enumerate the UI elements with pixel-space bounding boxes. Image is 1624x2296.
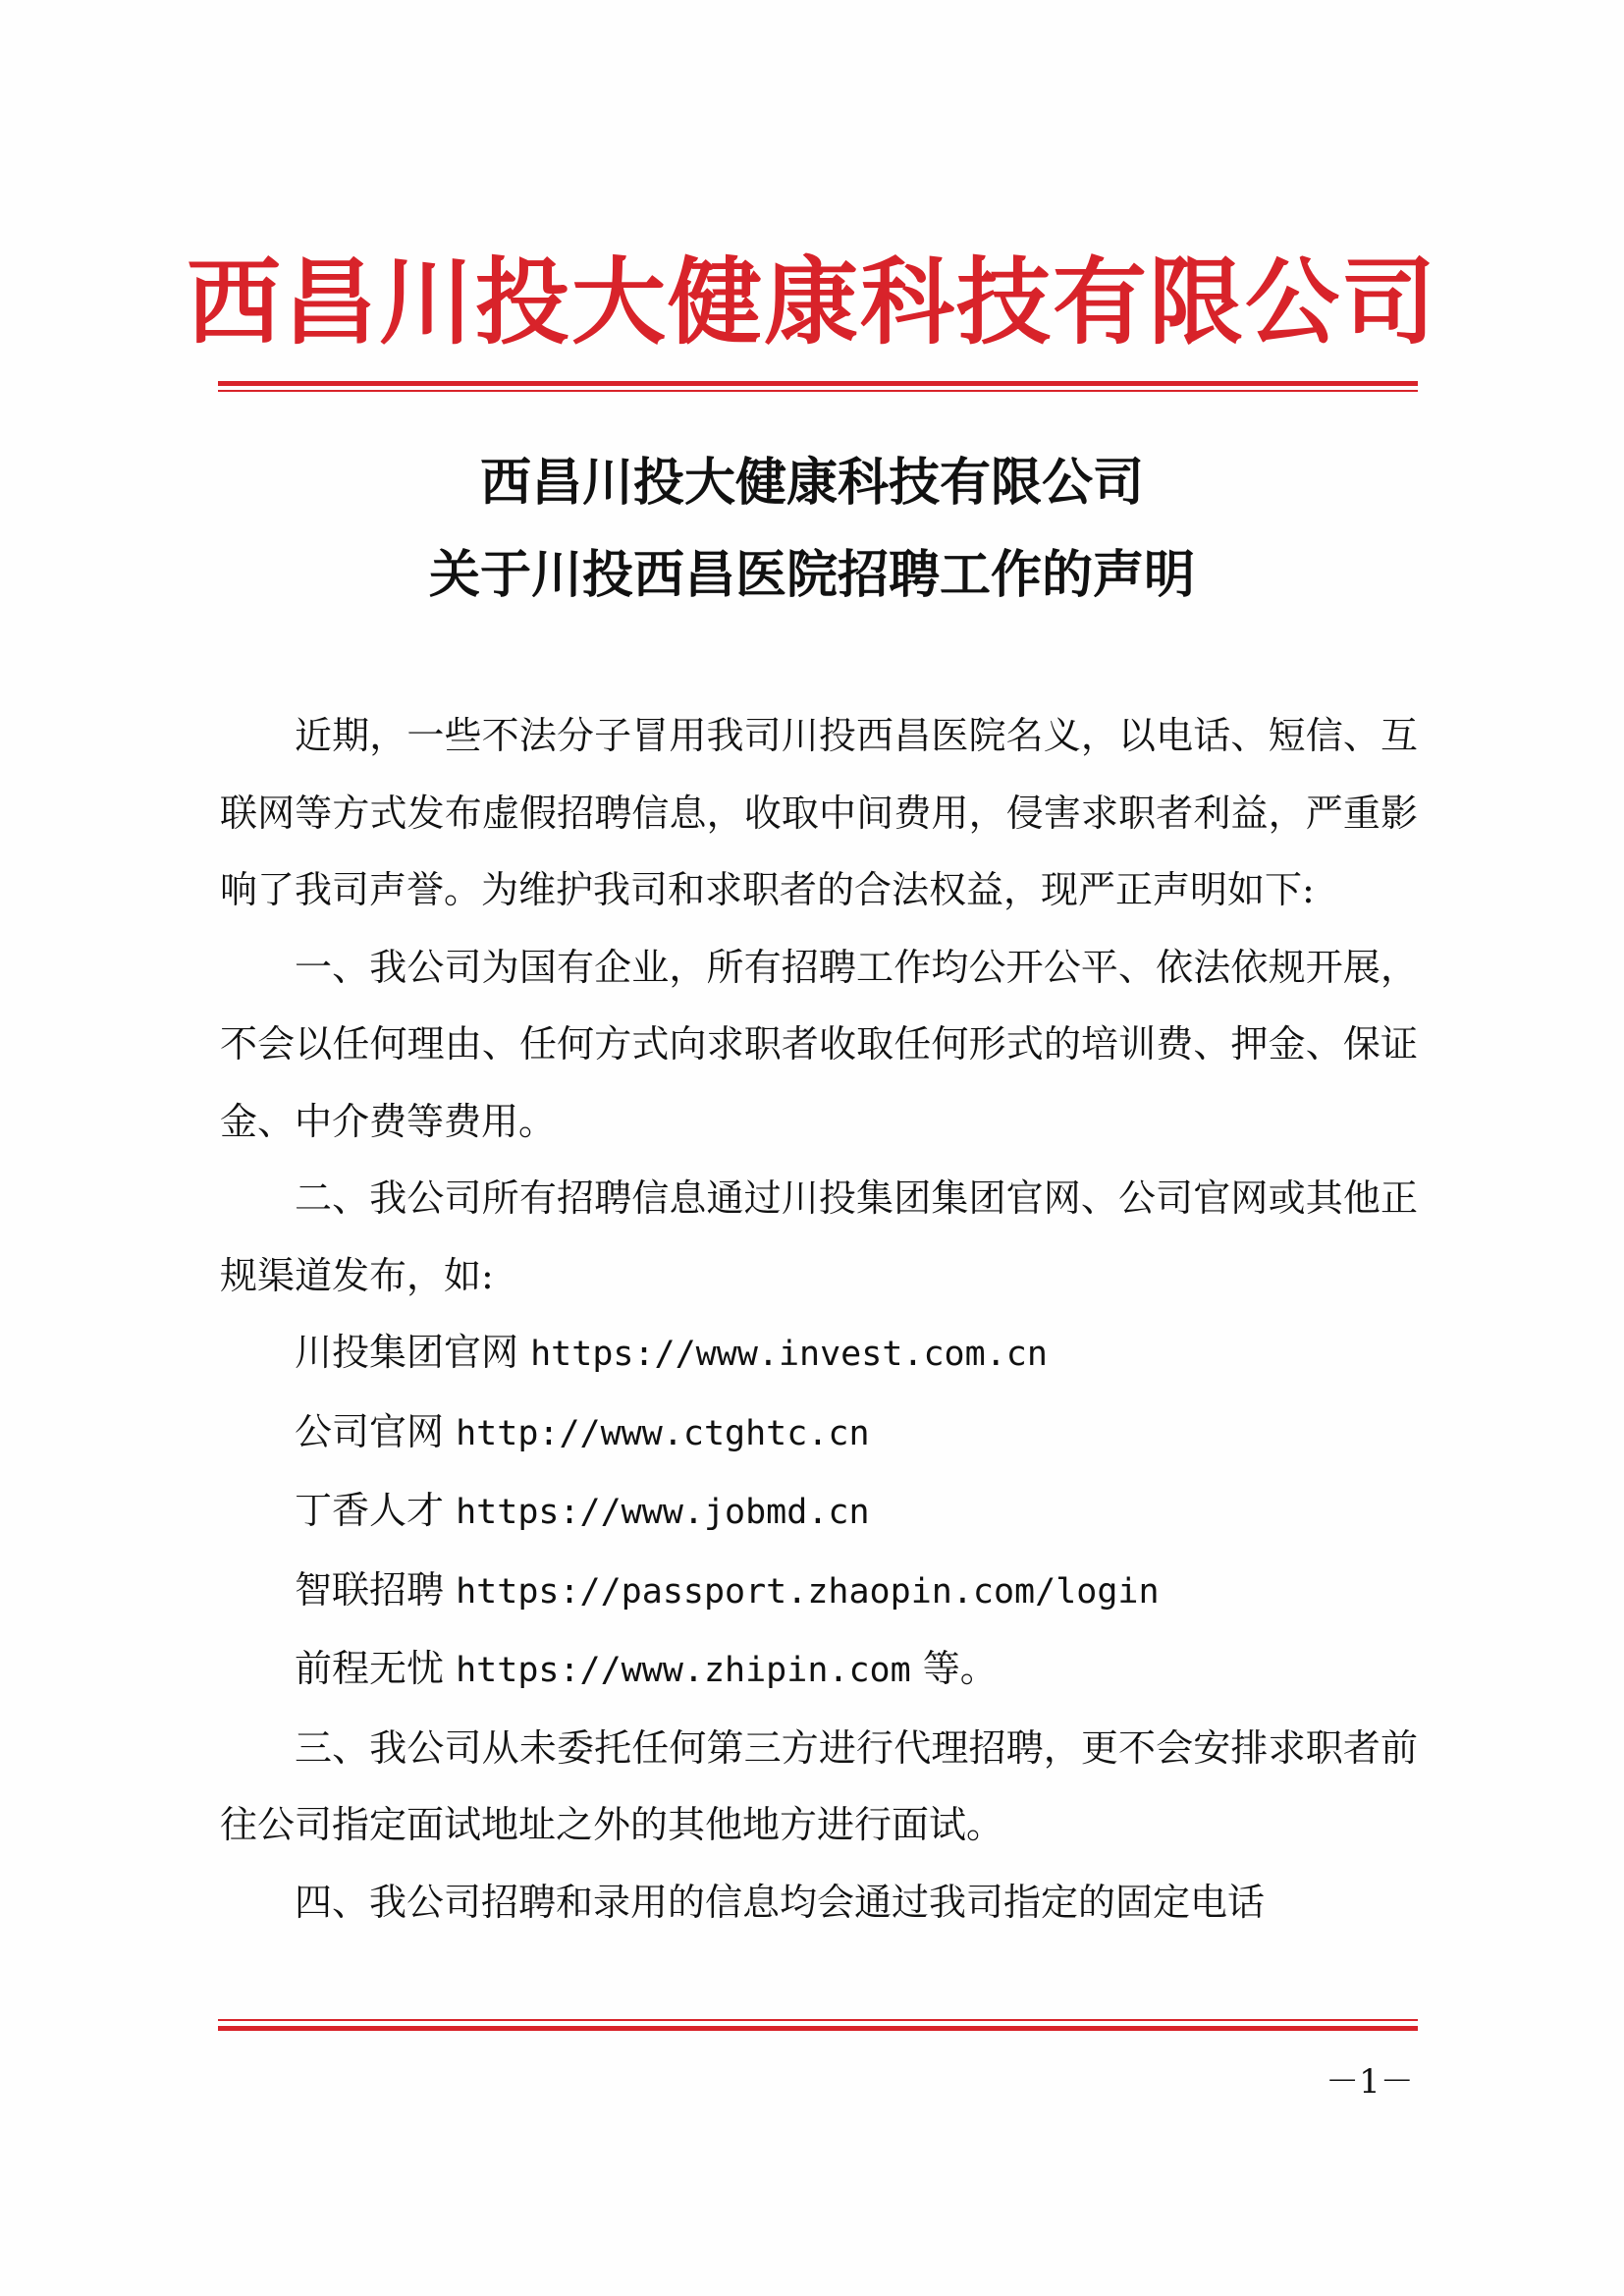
link-url[interactable]: https://passport.zhaopin.com/login [456, 1571, 1160, 1612]
link-url[interactable]: https://www.invest.com.cn [530, 1335, 1048, 1374]
letterhead-rule-thick [218, 381, 1418, 386]
item-3-paragraph: 三、我公司从未委托任何第三方进行代理招聘，更不会安排求职者前往公司指定面试地址之外的其他地方进行面试。 [220, 1725, 1418, 1846]
footer-rule-thin [218, 2019, 1418, 2021]
link-item [220, 1472, 1418, 1552]
item-2-paragraph: 二、我公司所有招聘信息通过川投集团集团官网、公司官网或其他正规渠道发布，如: [220, 1176, 1418, 1297]
item-4-paragraph: 四、我公司招聘和录用的信息均会通过我司指定的固定电话 [295, 1880, 1266, 1924]
page-number: －1－ [1326, 2062, 1414, 2102]
link-name: 丁香人才 [295, 1489, 445, 1532]
link-url[interactable]: https://www.zhipin.com [456, 1651, 911, 1690]
link-item [220, 1630, 1418, 1710]
link-name: 川投集团官网 [295, 1331, 519, 1374]
link-item [220, 1394, 1418, 1473]
link-suffix: 等。 [922, 1647, 998, 1690]
document-body [220, 697, 1418, 1941]
letterhead-company-name: 西昌川投大健康科技有限公司 [187, 246, 1437, 357]
link-name: 前程无忧 [295, 1647, 445, 1690]
letterhead-rule-thin [218, 390, 1418, 392]
footer-rule-thick [218, 2026, 1418, 2031]
link-url[interactable]: https://www.jobmd.cn [456, 1493, 870, 1532]
document-title-line2: 关于川投西昌医院招聘工作的声明 [428, 545, 1195, 605]
document-title-line1: 西昌川投大健康科技有限公司 [479, 453, 1144, 513]
intro-paragraph: 近期，一些不法分子冒用我司川投西昌医院名义，以电话、短信、互联网等方式发布虚假招聘信息，收取中间费用，侵害求职者利益，严重影响了我司声誉。为维护我司和求职者的合法权益，现严正声明如下: [220, 714, 1418, 911]
link-url[interactable]: http://www.ctghtc.cn [456, 1413, 870, 1453]
link-item [220, 1314, 1418, 1394]
item-1-paragraph: 一、我公司为国有企业，所有招聘工作均公开公平、依法依规开展，不会以任何理由、任何方式向求职者收取任何形式的培训费、押金、保证金、中介费等费用。 [220, 945, 1418, 1143]
link-name: 公司官网 [295, 1409, 445, 1453]
link-name: 智联招聘 [295, 1567, 445, 1612]
link-item [220, 1552, 1418, 1631]
